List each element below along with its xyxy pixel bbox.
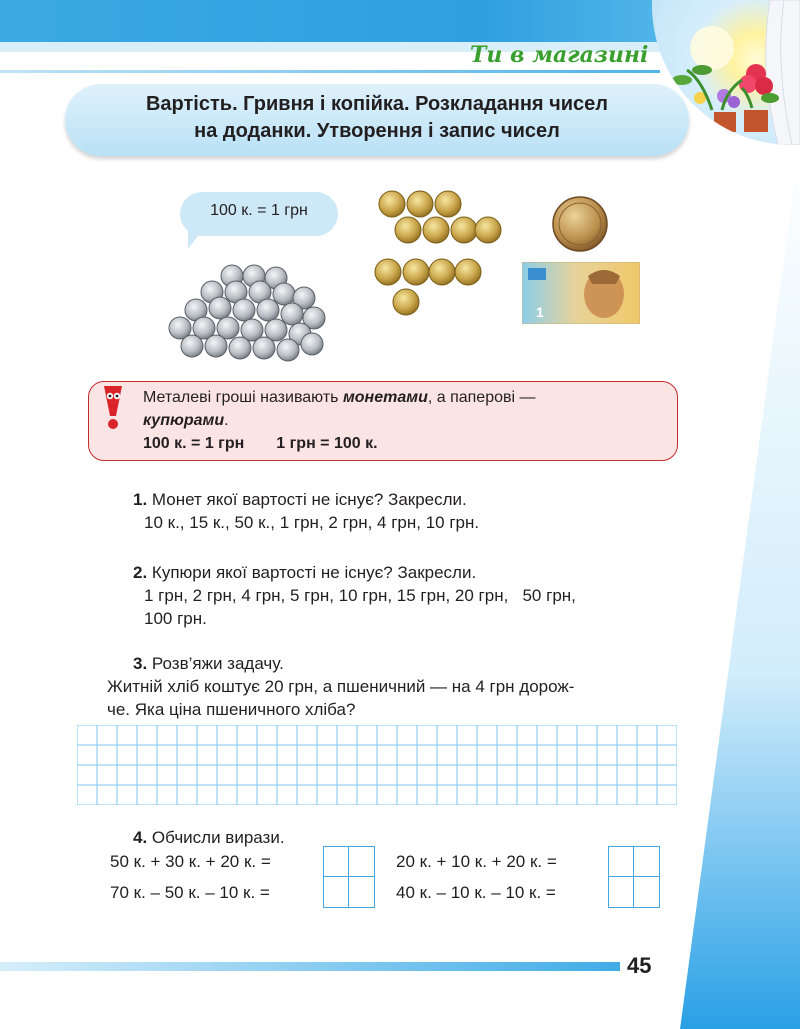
task-3-text: Розв’яжи задачу.: [151, 654, 284, 673]
right-edge-gradient: [680, 140, 800, 1029]
answer-box-4[interactable]: [608, 876, 660, 908]
page-number: 45: [627, 953, 652, 978]
hryvnia-coin-image: [550, 194, 610, 259]
task-2-items: 1 грн, 2 грн, 4 грн, 5 грн, 10 грн, 15 грн, 20 грн, 50 грн,: [144, 586, 576, 605]
rule-term-banknotes: купюрами: [143, 412, 225, 429]
answer-box-3[interactable]: [323, 876, 375, 908]
silver-coins-pile-image: [162, 262, 332, 367]
task-1-prompt: [133, 489, 467, 511]
answer-grid[interactable]: [77, 725, 677, 805]
heading-line-2: на доданки. Утворення і запис чисел: [194, 120, 560, 142]
expression-4: 40 к. – 10 к. – 10 к. =: [396, 883, 556, 902]
header-rule: [0, 70, 660, 73]
answer-box-1[interactable]: [323, 846, 375, 878]
task-1-number: 1.: [133, 490, 148, 509]
expression-2: 20 к. + 10 к. + 20 к. =: [396, 852, 557, 871]
task-4-text: Обчисли вирази.: [151, 828, 285, 847]
banknote-image: [522, 262, 640, 329]
task-2-number: 2.: [133, 563, 148, 582]
banknote-value: 1: [536, 304, 544, 320]
task-2-text: Купюри якої вартості не існує? Закресли.: [151, 563, 477, 582]
task-3-problem-line1: Житній хліб коштує 20 грн, а пшеничний — на 4 грн дорож-: [107, 677, 575, 696]
answer-box-2[interactable]: [608, 846, 660, 878]
expression-1: 50 к. + 30 к. + 20 к. =: [110, 852, 271, 871]
rule-sentence: [143, 387, 673, 409]
task-4-prompt: [133, 827, 285, 849]
task-1-text: Монет якої вартості не існує? Закресли.: [151, 490, 467, 509]
heading-line-1: Вартість. Гривня і копійка. Розкладання чисел: [145, 93, 609, 115]
expression-3: 70 к. – 50 к. – 10 к. =: [110, 883, 270, 902]
rule-sentence-end: [143, 410, 673, 432]
gold-coins-image: [370, 186, 510, 323]
rule-text-part1: Металеві гроші називають: [143, 389, 343, 406]
lesson-heading: [75, 91, 679, 145]
section-title: Ти в магазині: [470, 42, 649, 68]
rule-text-part2: , а паперові —: [427, 389, 536, 406]
rule-equalities: [143, 433, 673, 455]
task-3-prompt: [133, 653, 284, 675]
task-1-items: 10 к., 15 к., 50 к., 1 грн, 2 грн, 4 грн, 10 грн.: [144, 513, 480, 532]
task-3-number: 3.: [133, 654, 148, 673]
task-4-number: 4.: [133, 828, 148, 847]
task-2-prompt: [133, 562, 476, 584]
speech-bubble-tail: [188, 225, 206, 249]
speech-bubble-text: 100 к. = 1 грн: [210, 202, 308, 219]
rule-text-part3: .: [224, 412, 229, 429]
task-2-items-cont: 100 грн.: [144, 609, 207, 628]
rule-equality-2: 1 грн = 100 к.: [276, 435, 378, 452]
footer-bar: [0, 962, 620, 971]
exclamation-mascot-icon: [98, 384, 128, 435]
rule-term-coins: монетами: [342, 389, 428, 406]
task-3-problem-line2: че. Яка ціна пшеничного хліба?: [107, 700, 356, 719]
rule-equality-1: 100 к. = 1 грн: [143, 435, 245, 452]
